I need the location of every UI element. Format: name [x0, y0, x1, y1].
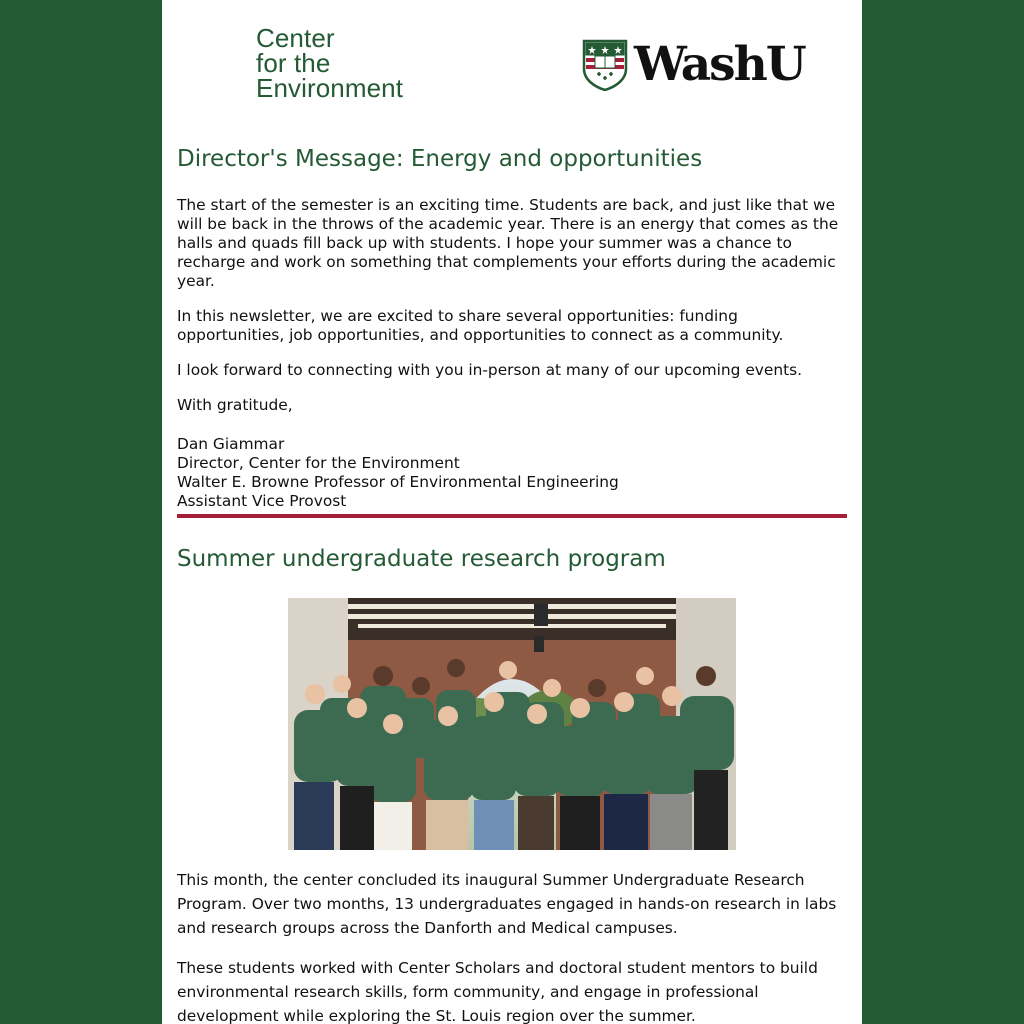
summer-program-title: Summer undergraduate research program	[177, 546, 666, 572]
summer-program-group-photo[interactable]	[288, 598, 736, 850]
signature-block	[177, 435, 847, 511]
directors-message-body	[177, 196, 847, 511]
signature-title: Director, Center for the Environment	[177, 454, 460, 472]
program-paragraph: These students worked with Center Scholars and doctoral student mentors to build environmental research skills, form community, and engage in professional development while exploring the St. Louis region over the summer.	[177, 959, 818, 1024]
message-paragraph: In this newsletter, we are excited to share several opportunities: funding opportunities, job opportunities, and opportunities to connect as a community.	[177, 307, 784, 344]
washu-shield-icon	[582, 39, 628, 91]
summer-program-body	[177, 868, 847, 1024]
directors-message-title: Director's Message: Energy and opportunities	[177, 146, 703, 172]
newsletter-page	[162, 0, 862, 1024]
newsletter-header	[162, 0, 862, 130]
section-divider	[177, 514, 847, 518]
signature-title: Assistant Vice Provost	[177, 492, 347, 510]
signature-title: Walter E. Browne Professor of Environmental Engineering	[177, 473, 619, 491]
signature-name: Dan Giammar	[177, 435, 285, 453]
program-paragraph: This month, the center concluded its inaugural Summer Undergraduate Research Program. Over two months, 13 undergraduates engaged in hands-on research in labs and research groups across the Danforth and Medical campuses.	[177, 871, 837, 937]
washu-wordmark: WashU	[634, 37, 805, 92]
message-closing: With gratitude,	[177, 396, 293, 414]
message-paragraph: I look forward to connecting with you in-person at many of our upcoming events.	[177, 361, 803, 379]
washu-logo[interactable]	[582, 38, 805, 92]
message-paragraph: The start of the semester is an exciting time. Students are back, and just like that we will be back in the throws of the academic year. There is an energy that comes as the halls and quads fill back up with students. I hope your summer was a chance to recharge and work on something that complements your efforts during the academic year.	[177, 196, 839, 290]
center-for-the-environment-logo[interactable]: Center for the Environment	[256, 23, 404, 103]
